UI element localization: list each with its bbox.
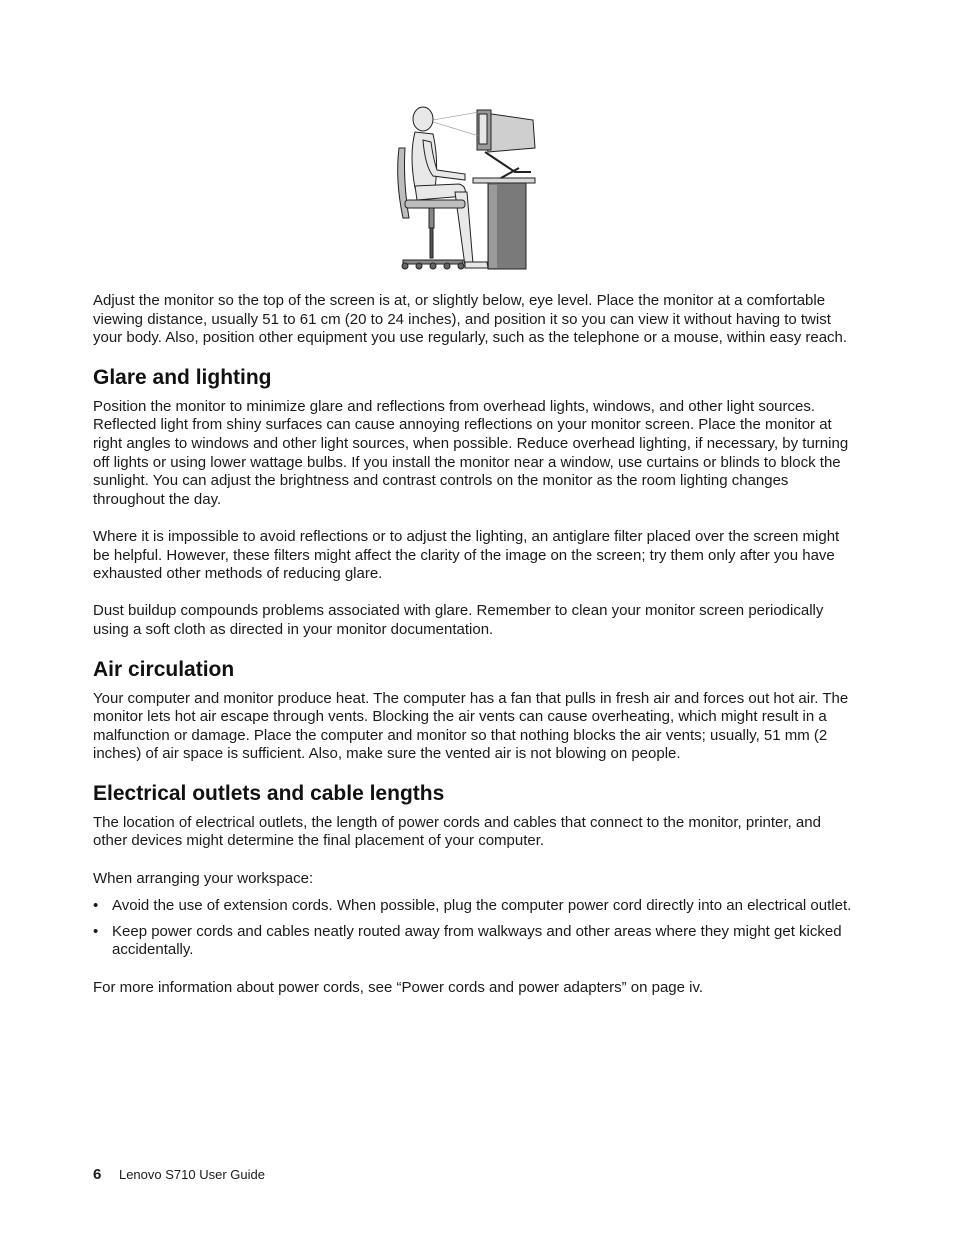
guide-title: Lenovo S710 User Guide: [118, 1167, 265, 1182]
glare-paragraph-3: Dust buildup compounds problems associated with glare. Remember to clean your monitor screen periodically using a soft cloth as directed in your monitor documentation.: [93, 602, 824, 638]
page-footer: [93, 1166, 265, 1183]
glare-paragraph-1: Position the monitor to minimize glare and reflections from overhead lights, windows, and other light sources. Reflected light from shiny surfaces can cause annoying reflections on your monitor screen. Place the monitor at right angles to windows and other light sources, when possible. Reduce overhead lighting, if necessary, by turning off lights or using lower wattage bulbs. If you install the monitor near a window, use curtains or blinds to block the sunlight. You can adjust the brightness and contrast controls on the monitor as the room lighting changes throughout the day.: [93, 397, 849, 508]
list-item-text: Keep power cords and cables neatly routed away from walkways and other areas where they might get kicked accidentally.: [112, 922, 842, 959]
page-content: [93, 292, 853, 997]
air-paragraph-1: Your computer and monitor produce heat. The computer has a fan that pulls in fresh air and forces out hot air. The monitor lets hot air escape through vents. Blocking the air vents can cause overheating, which might result in a malfunction or damage. Place the computer and monitor so that nothing blocks the air vents; usually, 51 mm (2 inches) of air space is sufficient. Also, make sure the vented air is not blowing on people.: [93, 689, 849, 763]
bullet-marker: •: [93, 922, 99, 940]
list-item: [93, 923, 853, 960]
electrical-paragraph-3: For more information about power cords, see “Power cords and power adapters” on page iv.: [93, 978, 704, 996]
ergonomic-workstation-illustration: [393, 100, 543, 272]
heading-air-circulation: Air circulation: [93, 657, 235, 681]
list-item-text: Avoid the use of extension cords. When possible, plug the computer power cord directly into an electrical outlet.: [112, 897, 852, 915]
electrical-paragraph-1: The location of electrical outlets, the length of power cords and cables that connect to the monitor, printer, and other devices might determine the final placement of your computer.: [93, 813, 821, 850]
heading-glare-and-lighting: Glare and lighting: [93, 365, 272, 389]
page-number: 6: [93, 1166, 102, 1183]
electrical-paragraph-2: When arranging your workspace:: [93, 869, 314, 887]
workspace-bullet-list: [93, 897, 853, 960]
heading-electrical-outlets: Electrical outlets and cable lengths: [93, 781, 445, 805]
list-item: [93, 897, 853, 916]
bullet-marker: •: [93, 897, 99, 915]
intro-paragraph: Adjust the monitor so the top of the screen is at, or slightly below, eye level. Place the monitor at a comfortable viewing distance, usually 51 to 61 cm (20 to 24 inches), and position it so you can view it without having to twist your body. Also, position other equipment you use regularly, such as the telephone or a mouse, within easy reach.: [93, 292, 848, 347]
glare-paragraph-2: Where it is impossible to avoid reflections or to adjust the lighting, an antiglare filter placed over the screen might be helpful. However, these filters might affect the clarity of the image on the screen; try them only after you have exhausted other methods of reducing glare.: [93, 527, 840, 583]
